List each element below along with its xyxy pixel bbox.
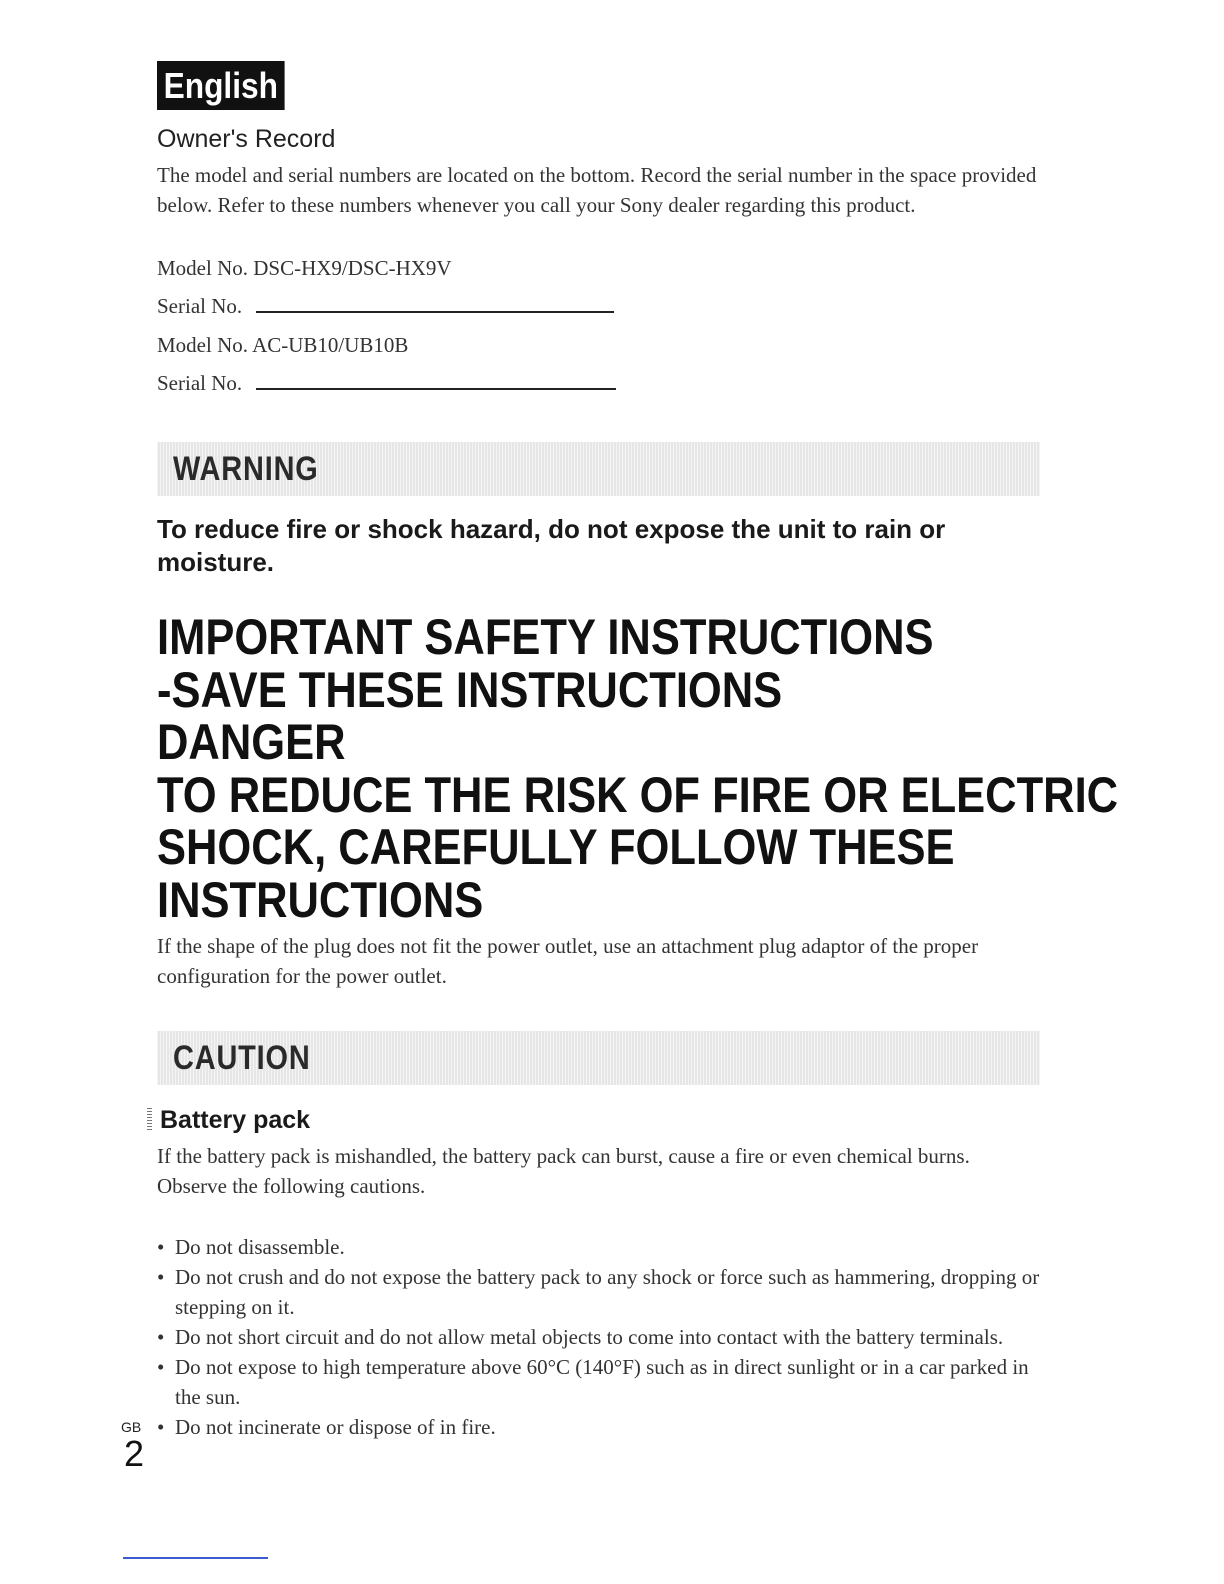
list-item-text: Do not incinerate or dispose of in fire. [175,1415,496,1439]
battery-cautions-list [157,1232,1042,1442]
safety-heading-line: TO REDUCE THE RISK OF FIRE OR ELECTRIC [157,766,1119,823]
warning-banner [157,442,1040,496]
caution-banner-title: CAUTION [173,1039,311,1077]
safety-heading-line: INSTRUCTIONS [157,871,484,928]
list-item-text: Do not short circuit and do not allow metal objects to come into contact with the battery terminals. [175,1325,1004,1349]
list-item [157,1352,1042,1412]
bullet-icon: • [157,1415,165,1439]
record-label: Serial No. [157,371,243,395]
caution-banner [157,1031,1040,1085]
serial-number-camera-row [157,294,614,319]
safety-heading-line: SHOCK, CAREFULLY FOLLOW THESE [157,819,955,875]
owners-record-body: The model and serial numbers are located on the bottom. Record the serial number in the space provided below. Refer to these numbers whenever you call your Sony dealer regarding this product. [157,163,1037,217]
list-item [157,1322,1042,1352]
owners-record-title: Owner's Record [157,125,336,153]
bullet-icon: • [157,1265,165,1289]
safety-heading-line: DANGER [157,714,346,770]
safety-heading [157,609,1119,928]
battery-pack-title: Battery pack [160,1106,311,1134]
record-label: Serial No. [157,294,243,318]
bullet-icon: • [157,1235,165,1259]
warning-banner-title: WARNING [173,450,319,488]
model-number-camera [157,256,452,281]
page-number: 2 [124,1433,145,1474]
region-code: GB [121,1419,142,1435]
list-item-text: Do not crush and do not expose the battery pack to any shock or force such as hammering, dropping or stepping on it. [175,1265,1040,1319]
safety-heading-line: -SAVE THESE INSTRUCTIONS [157,661,783,718]
serial-number-blank-line [256,374,616,390]
battery-pack-body: If the battery pack is mishandled, the battery pack can burst, cause a fire or even chemical burns. Observe the following cautions. [157,1144,970,1198]
bullet-icon: • [157,1325,165,1349]
plug-adaptor-note: If the shape of the plug does not fit the power outlet, use an attachment plug adaptor of the proper configuration for the power outlet. [157,934,979,988]
list-item-text: Do not expose to high temperature above 60°C (140°F) such as in direct sunlight or in a car parked in the sun. [175,1355,1029,1409]
safety-heading-line: IMPORTANT SAFETY INSTRUCTIONS [157,609,934,665]
warning-text: To reduce fire or shock hazard, do not expose the unit to rain or moisture. [157,514,946,577]
battery-pack-heading [147,1106,310,1135]
section-marker-icon [147,1108,152,1130]
record-label: Model No. DSC-HX9/DSC-HX9V [157,256,452,280]
serial-number-adaptor-row [157,371,616,396]
bullet-icon: • [157,1355,165,1379]
list-item-text: Do not disassemble. [175,1235,345,1259]
serial-number-blank-line [256,297,614,313]
footer-rule [123,1557,268,1559]
model-number-adaptor [157,333,408,358]
list-item [157,1262,1042,1322]
record-label: Model No. AC-UB10/UB10B [157,333,409,357]
list-item [157,1412,1042,1442]
list-item [157,1232,1042,1262]
language-tab: English [157,61,285,110]
